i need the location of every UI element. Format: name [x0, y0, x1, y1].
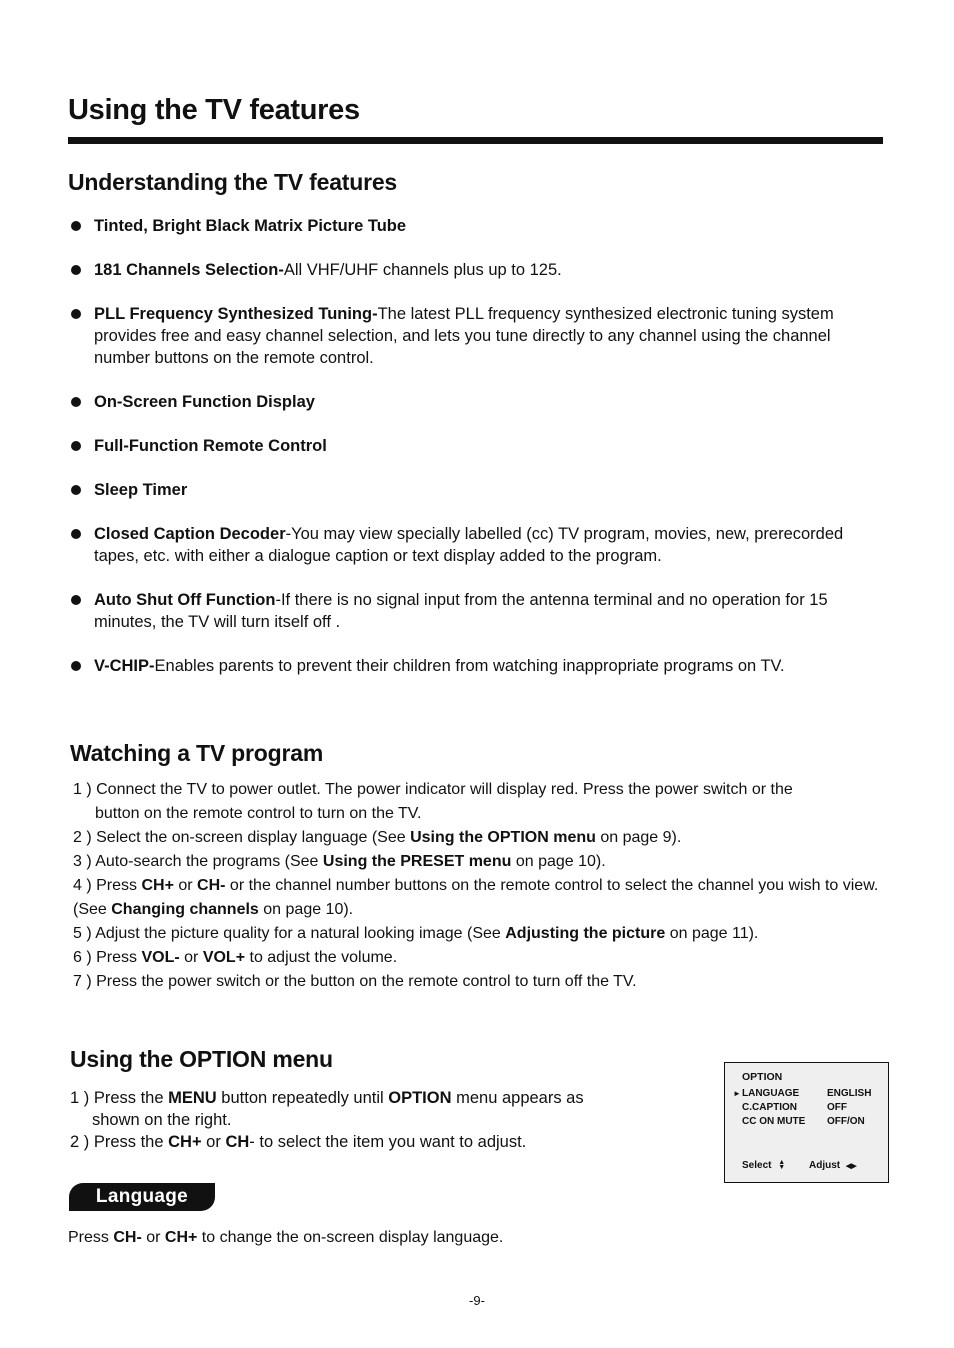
- list-item: Auto Shut Off Function-If there is no signal input from the antenna terminal and no operation for 15 minutes, the TV will turn itself off .: [70, 589, 880, 633]
- bullet-icon: [71, 309, 81, 319]
- option-step-2: 2 ) Press the CH+ or CH- to select the item you want to adjust.: [70, 1133, 527, 1151]
- bullet-icon: [71, 397, 81, 407]
- language-badge: Language: [69, 1183, 215, 1211]
- step-3: 3 ) Auto-search the programs (See Using the PRESET menu on page 10).: [73, 853, 606, 870]
- up-down-arrow-icon: ▲ ▼: [778, 1159, 786, 1172]
- bullet-icon: [71, 441, 81, 451]
- step-7: 7 ) Press the power switch or the button on the remote control to turn off the TV.: [73, 973, 637, 990]
- bullet-icon: [71, 265, 81, 275]
- list-item: On-Screen Function Display: [70, 391, 880, 413]
- bullet-icon: [71, 529, 81, 539]
- list-item: PLL Frequency Synthesized Tuning-The latest PLL frequency synthesized electronic tuning system provides free and easy channel selection, and lets you tune directly to any channel using the channel number buttons on the remote control.: [70, 303, 880, 369]
- watching-steps: [73, 778, 883, 994]
- page-number: -9-: [469, 1293, 485, 1308]
- left-right-arrow-icon: ◀▶: [845, 1163, 857, 1170]
- option-step-1-cont: shown on the right.: [92, 1111, 232, 1129]
- step-1: 1 ) Connect the TV to power outlet. The power indicator will display red. Press the power switch or the: [73, 781, 793, 798]
- osd-adjust: Adjust ◀▶: [809, 1160, 857, 1171]
- osd-title: OPTION: [742, 1071, 783, 1083]
- step-6: 6 ) Press VOL- or VOL+ to adjust the volume.: [73, 949, 398, 966]
- bullet-icon: [71, 485, 81, 495]
- bullet-icon: [71, 661, 81, 671]
- list-item: V-CHIP-Enables parents to prevent their children from watching inappropriate programs on TV.: [70, 655, 880, 677]
- features-heading: Understanding the TV features: [68, 169, 398, 195]
- list-item: 181 Channels Selection-All VHF/UHF channels plus up to 125.: [70, 259, 880, 281]
- list-item: Sleep Timer: [70, 479, 880, 501]
- watching-heading: Watching a TV program: [70, 740, 324, 766]
- bullet-icon: [71, 595, 81, 605]
- features-list: [70, 215, 880, 677]
- list-item: Full-Function Remote Control: [70, 435, 880, 457]
- option-heading: Using the OPTION menu: [70, 1046, 333, 1072]
- language-instruction: Press CH- or CH+ to change the on-screen display language.: [68, 1229, 504, 1246]
- selection-arrow-icon: ►: [733, 1089, 741, 1098]
- osd-select: Select ▲ ▼: [742, 1159, 786, 1172]
- step-4: 4 ) Press CH+ or CH- or the channel number buttons on the remote control to select the channel you wish to view.: [73, 877, 879, 894]
- option-steps: [70, 1087, 630, 1153]
- list-item: Tinted, Bright Black Matrix Picture Tube: [70, 215, 880, 237]
- step-2: 2 ) Select the on-screen display language (See Using the OPTION menu on page 9).: [73, 829, 682, 846]
- step-5: 5 ) Adjust the picture quality for a natural looking image (See Adjusting the picture on page 11).: [73, 925, 759, 942]
- title-rule: [68, 137, 883, 144]
- bullet-icon: [71, 221, 81, 231]
- list-item: Closed Caption Decoder-You may view specially labelled (cc) TV program, movies, new, prerecorded tapes, etc. with either a dialogue caption or text display added to the program.: [70, 523, 880, 567]
- option-menu-screen: OPTION ► LANGUAGE ENGLISH C.CAPTION OFF CC ON MUTE OFF/ON Select ▲ ▼ Adjust ◀▶: [724, 1062, 889, 1183]
- step-1-cont: button on the remote control to turn on the TV.: [95, 805, 422, 822]
- option-step-1: 1 ) Press the MENU button repeatedly until OPTION menu appears as: [70, 1089, 584, 1107]
- page-title: Using the TV features: [68, 94, 360, 126]
- step-4-cont: (See Changing channels on page 10).: [73, 901, 354, 918]
